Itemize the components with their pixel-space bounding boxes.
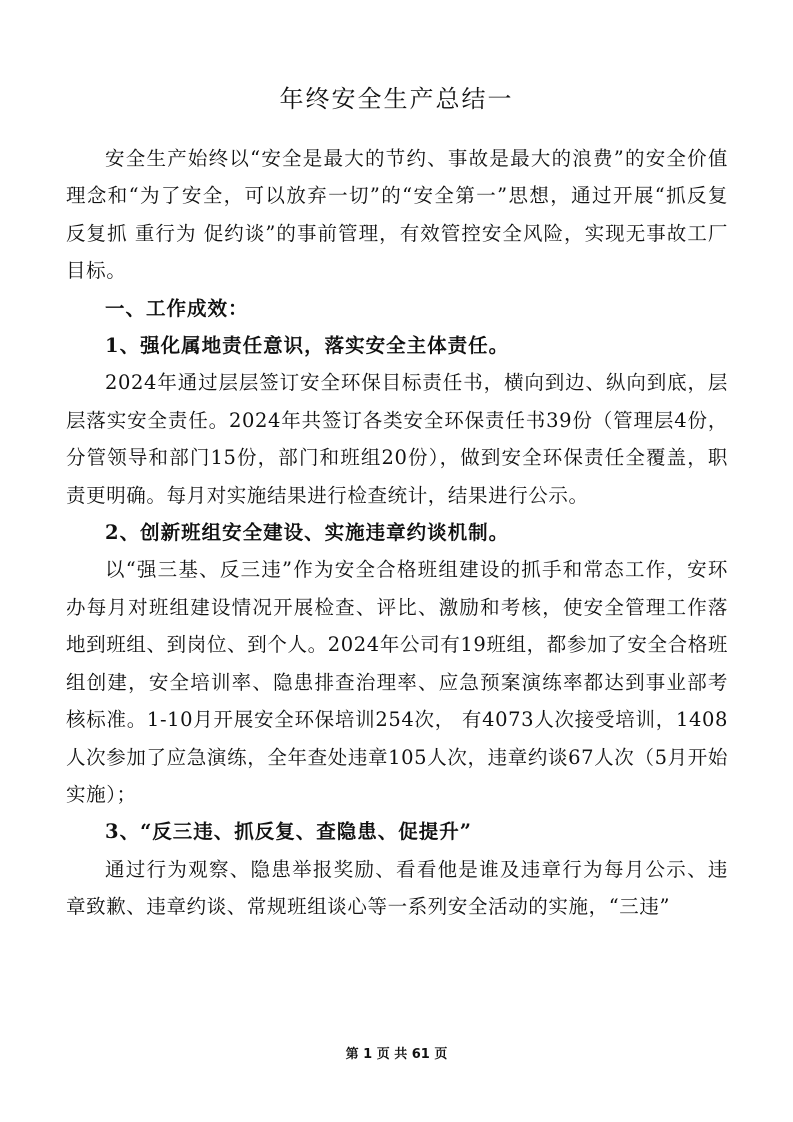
subsection-heading-1: 1、强化属地责任意识，落实安全主体责任。 xyxy=(105,334,510,358)
intro-paragraph: 安全生产始终以“安全是最大的节约、事故是最大的浪费”的安全价值理念和“为了安全，可以放弃一切”的“安全第一”思想，通过开展“抓反复 反复抓 重行为 促约谈”的事前管理，有效管控安全风险，实现无事故工厂目标。 xyxy=(66,147,728,283)
subsection-heading-2: 2、创新班组安全建设、实施违章约谈机制。 xyxy=(105,521,510,545)
page-number-footer: 第 1 页 共 61 页 xyxy=(345,1047,448,1062)
subsection-paragraph-2: 以“强三基、反三违”作为安全合格班组建设的抓手和常态工作，安环办每月对班组建设情况开展检查、评比、激励和考核，使安全管理工作落地到班组、到岗位、到个人。2024年公司有19班组，都参加了安全合格班组创建，安全培训率、隐患排查治理率、应急预案演练率都达到事业部考核标准。1-10月开展安全环保培训254次， 有4073人次接受培训，1408人次参加了应急演练，全年查处违章105人次，违章约谈67人次（5月开始实施）； xyxy=(66,558,728,806)
document-title: 年终安全生产总结一 xyxy=(279,85,514,113)
section-heading-work-results: 一、工作成效： xyxy=(105,296,249,320)
subsection-paragraph-3: 通过行为观察、隐患举报奖励、看看他是谁及违章行为每月公示、违章致歉、违章约谈、常规班组谈心等一系列安全活动的实施，“三违” xyxy=(66,857,728,919)
document-body xyxy=(66,140,728,926)
subsection-paragraph-1: 2024年通过层层签订安全环保目标责任书，横向到边、纵向到底，层层落实安全责任。2024年共签订各类安全环保责任书39份（管理层4份，分管领导和部门15份，部门和班组20份），做到安全环保责任全覆盖，职责更明确。每月对实施结果进行检查统计，结果进行公示。 xyxy=(66,371,728,507)
subsection-heading-3: 3、“反三违、抓反复、查隐患、促提升” xyxy=(105,820,473,844)
